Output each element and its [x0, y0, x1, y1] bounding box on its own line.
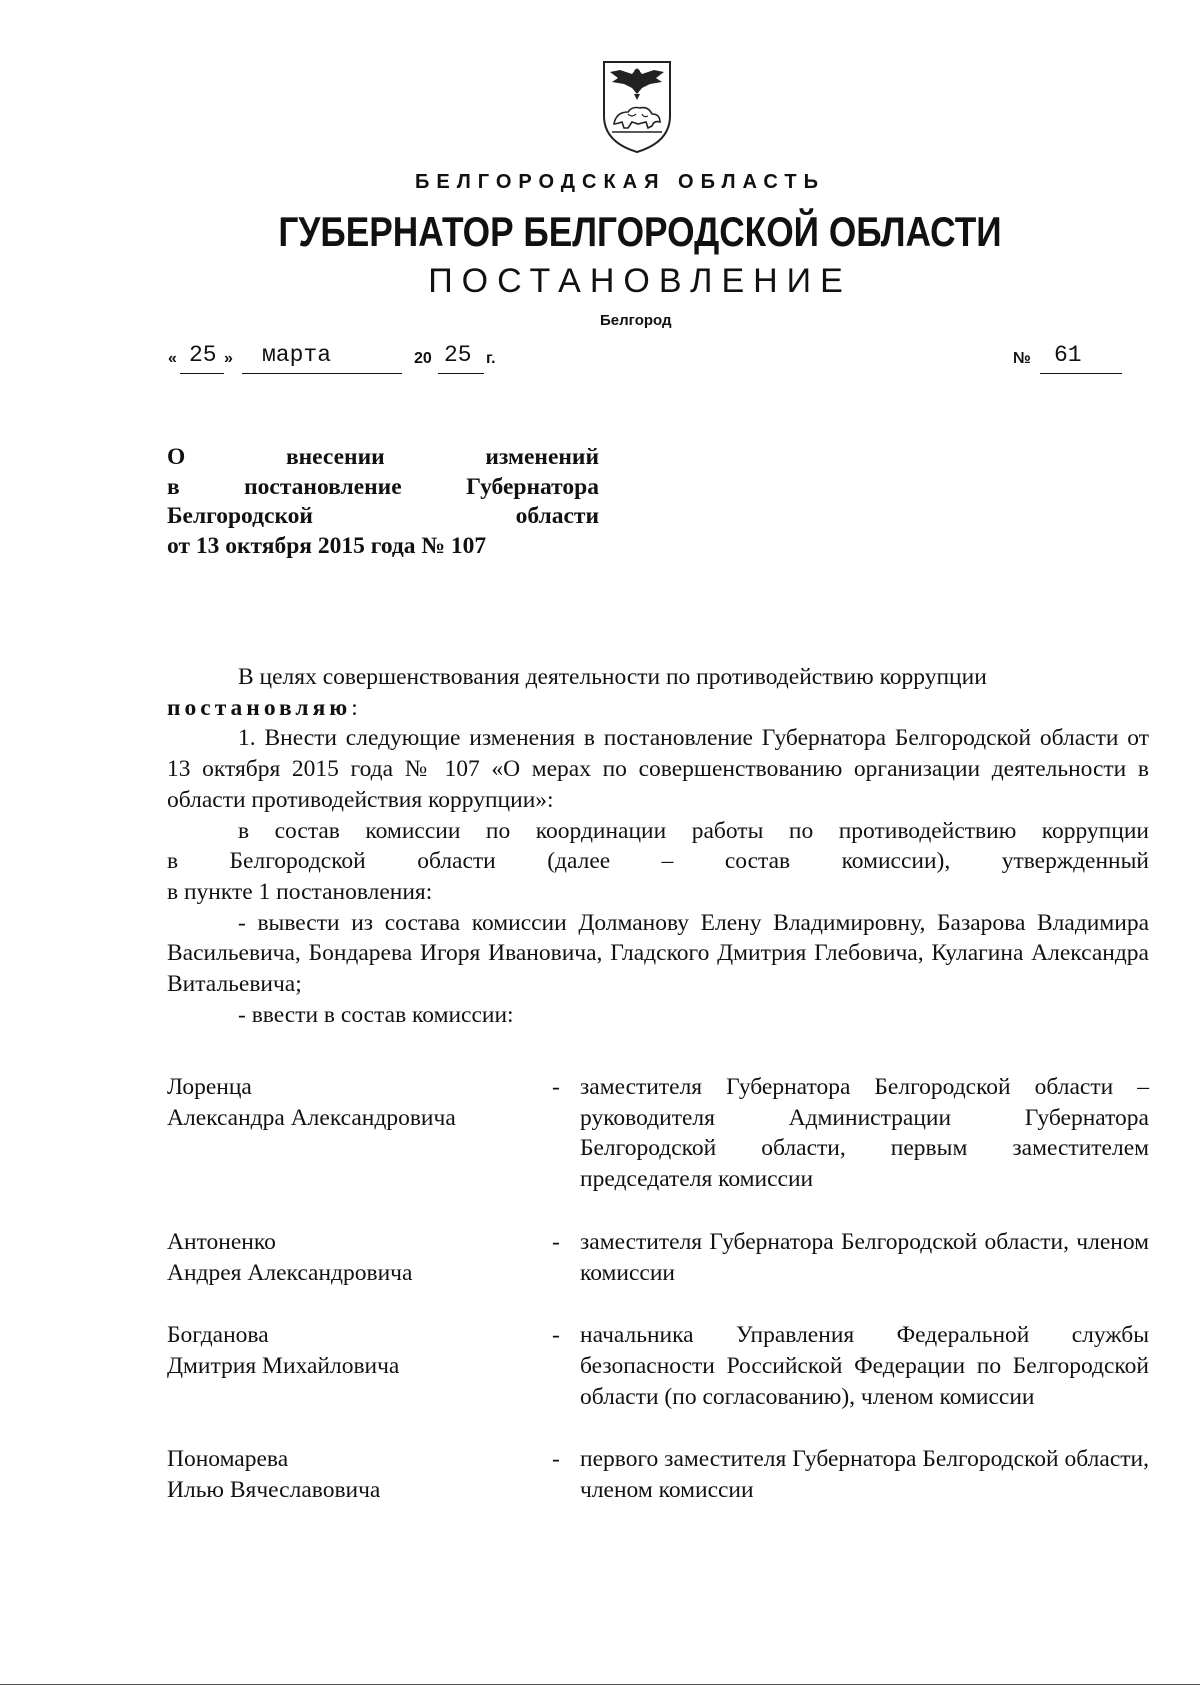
page-bottom-rule	[0, 1684, 1200, 1685]
month-underline	[242, 373, 402, 374]
member-name: Лоренца Александра Александровича	[167, 1074, 456, 1131]
member-name: Богданова Дмитрия Михайловича	[167, 1322, 400, 1379]
member-entry	[167, 1227, 1149, 1288]
member-name: Антоненко Андрея Александровича	[167, 1228, 413, 1286]
member-dash: -	[552, 1322, 560, 1349]
remove-members-paragraph: - вывести из состава комиссии Долманову Елену Владимировну, Базарова Владимира Васильевича, Бондарева Игоря Ивановича, Гладского Дмитрия Глебовича, Кулагина Александра Витальевича;	[167, 909, 1149, 998]
composition-line: в Белгородской области (далее – состав комиссии), утвержденный	[167, 848, 1149, 875]
document-type: ПОСТАНОВЛЕНИЕ	[428, 262, 852, 300]
year-prefix: 20	[414, 350, 432, 367]
new-members-list	[167, 1072, 1149, 1506]
member-role: заместителя Губернатора Белгородской области – руководителя Администрации Губернатора Белгородской области, первым заместителем председателя комиссии	[580, 1074, 1149, 1193]
number-underline	[1040, 373, 1122, 374]
resolve-word: постановляю	[167, 694, 352, 721]
member-entry	[167, 1444, 1149, 1505]
subject-line: О внесении изменений	[167, 444, 599, 470]
date-month: марта	[262, 342, 332, 368]
item-1-paragraph: 1. Внести следующие изменения в постановление Губернатора Белгородской области от 13 октября 2015 года № 107 «О мерах по совершенствованию организации деятельности в области противодействия коррупции»:	[167, 725, 1149, 813]
member-entry	[167, 1320, 1149, 1412]
resolve-line: постановляю:	[167, 694, 358, 721]
date-year: 25	[444, 342, 472, 368]
document-subject	[167, 443, 599, 561]
date-open-quote: «	[168, 350, 177, 367]
city-name: Белгород	[600, 312, 672, 329]
authority-title: ГУБЕРНАТОР БЕЛГОРОДСКОЙ ОБЛАСТИ	[278, 208, 1002, 255]
subject-line: от 13 октября 2015 года № 107	[167, 532, 487, 559]
member-entry	[167, 1072, 1149, 1195]
document-body	[167, 662, 1149, 1030]
member-dash: -	[552, 1446, 560, 1473]
composition-line: в пункте 1 постановления:	[167, 878, 433, 905]
day-underline	[180, 373, 224, 374]
date-number-row	[0, 342, 1200, 382]
member-role: первого заместителя Губернатора Белгородской области, членом комиссии	[580, 1446, 1149, 1504]
subject-line: Белгородской области	[167, 503, 599, 529]
document-number: 61	[1054, 342, 1082, 368]
composition-line: в состав комиссии по координации работы по противодействию коррупции	[238, 817, 1149, 844]
number-label: №	[1013, 350, 1031, 367]
member-dash: -	[552, 1074, 560, 1100]
date-day: 25	[189, 342, 217, 368]
member-role: заместителя Губернатора Белгородской области, членом комиссии	[580, 1228, 1149, 1286]
year-underline	[438, 373, 484, 374]
date-close-quote: »	[224, 350, 233, 367]
coat-of-arms-emblem	[598, 58, 676, 154]
member-dash: -	[552, 1228, 560, 1255]
subject-line: в постановление Губернатора	[167, 473, 599, 500]
preamble-paragraph: В целях совершенствования деятельности по противодействию коррупции	[238, 664, 987, 690]
add-members-paragraph: - ввести в состав комиссии:	[238, 1001, 514, 1028]
year-mark: г.	[486, 350, 496, 367]
region-name: БЕЛГОРОДСКАЯ ОБЛАСТЬ	[415, 171, 825, 193]
member-role: начальника Управления Федеральной службы безопасности Российской Федерации по Белгородской области (по согласованию), членом комиссии	[580, 1322, 1149, 1410]
member-name: Пономарева Илью Вячеславовича	[167, 1446, 381, 1504]
